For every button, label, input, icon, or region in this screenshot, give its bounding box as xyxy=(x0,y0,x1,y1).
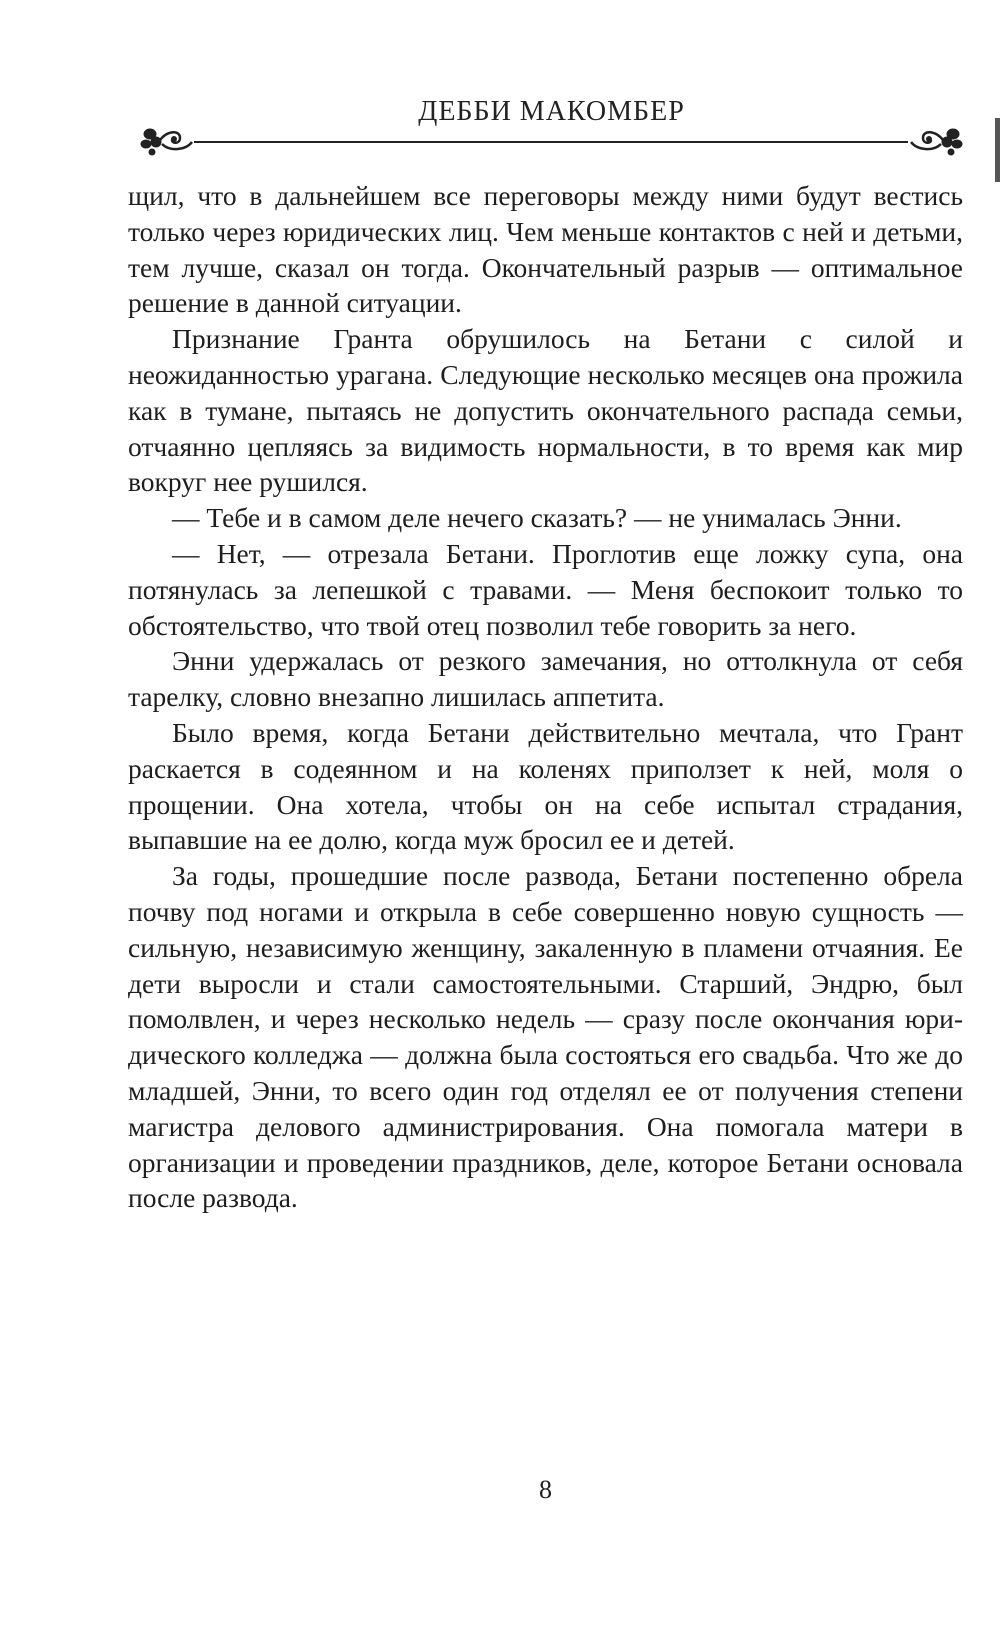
page-edge-mark xyxy=(995,118,1000,182)
running-head-title: ДЕББИ МАКОМБЕР xyxy=(418,96,685,127)
dialogue-paragraph: — Нет, — отрезала Бетани. Проглотив еще ложку супа, она потянулась за лепешкой с травами. — Меня беспокоит только то обстоятельство, что твой отец позволил тебе говорить за него. xyxy=(128,537,963,641)
left-floral-scroll-icon xyxy=(141,129,192,155)
paragraph: За годы, прошедшие после развода, Бетани постепенно обрела почву под ногами и открыла в себе совершенно новую сущность — сильную, независимую женщину, закаленную в пламени отчаяния. Ее дети выросли и стали самостоятельными. Старший, Эндрю, был помолвлен, и через несколько недель — сразу после окончания юридического колледжа — должна была состояться его свадьба. Что же до младшей, Энни, то всего один год отделял ее от получения степени магистра делового администрирования. Она помогала матери в организации и проведении праздников, деле, которое Бетани основала после развода. xyxy=(128,860,963,1214)
paragraph: Было время, когда Бетани действительно мечтала, что Грант раскается в содеянном и на коленях приползет к ней, моля о прощении. Она хотела, чтобы он на себе испытал страдания, выпавшие на ее долю, когда муж бросил ее и детей. xyxy=(128,716,963,856)
page-number: 8 xyxy=(539,1475,552,1504)
paragraph: Энни удержалась от резкого замечания, но оттолкнула от себя тарелку, словно внезапно лишилась аппетита. xyxy=(128,645,963,713)
right-floral-scroll-icon xyxy=(911,129,962,155)
header-ornament-rule xyxy=(140,122,963,158)
body-text xyxy=(128,178,963,1216)
paragraph: Признание Гранта обрушилось на Бетани с силой и неожиданностью урагана. Следующие несколько месяцев она прожила как в тумане, пытаясь не допустить окончательного распада семьи, отчаянно цепляясь за видимость нормальности, в то время как мир вокруг нее рушился. xyxy=(128,323,963,498)
dialogue-paragraph: — Тебе и в самом деле нечего сказать? — не унималась Энни. xyxy=(172,502,902,534)
paragraph-continued: щил, что в дальнейшем все переговоры между ними будут вестись только через юридических лиц. Чем меньше контактов с ней и детьми, тем лучше, сказал он тогда. Окончательный разрыв — оптимальное решение в данной ситуации. xyxy=(128,180,963,319)
